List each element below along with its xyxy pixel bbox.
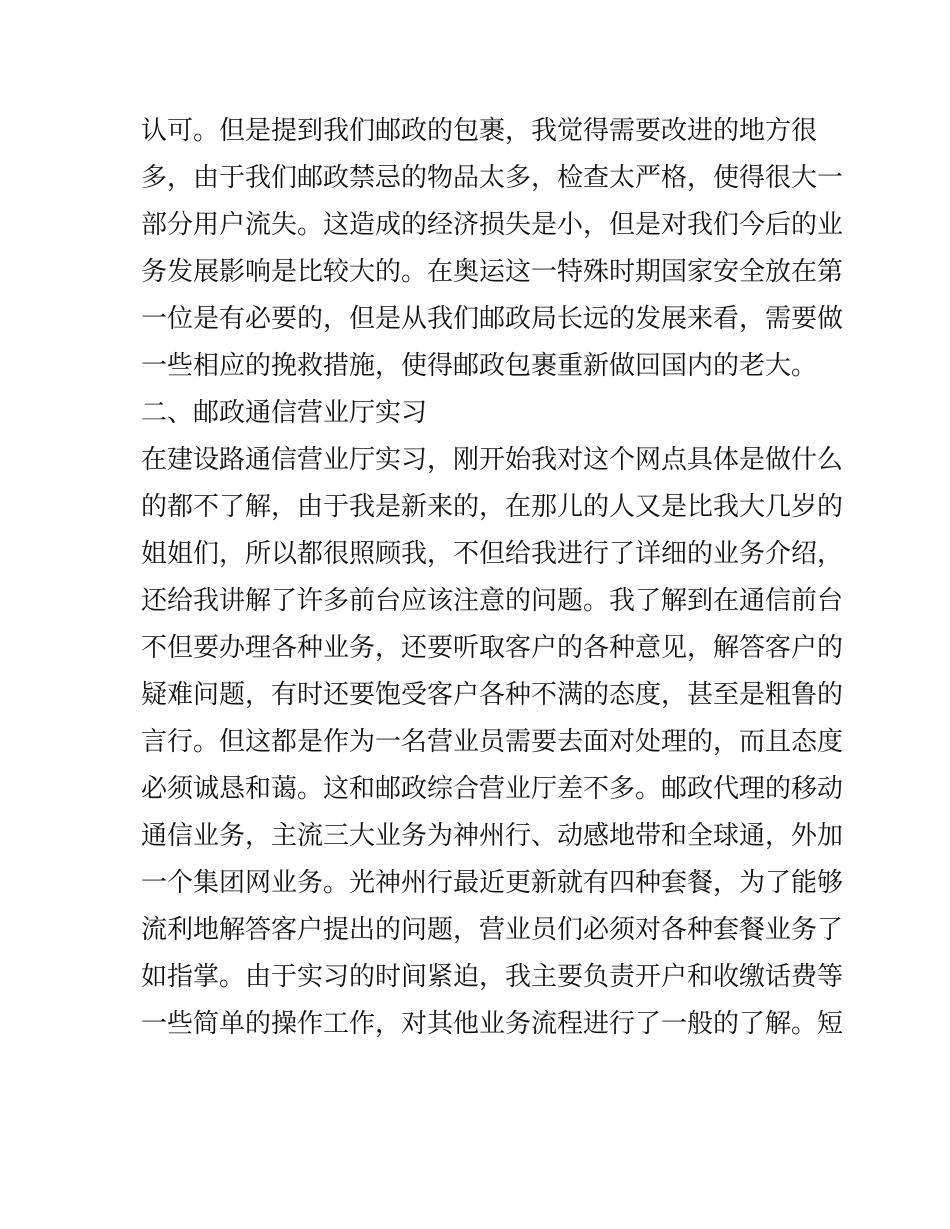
text-line: 一些相应的挽救措施，使得邮政包裹重新做回国内的老大。 — [141, 351, 818, 381]
text-line: 如指掌。由于实习的时间紧迫，我主要负责开户和收缴话费等 — [141, 962, 844, 992]
text-line: 一位是有必要的，但是从我们邮政局长远的发展来看，需要做 — [141, 304, 844, 334]
text-line: 疑难问题，有时还要饱受客户各种不满的态度，甚至是粗鲁的 — [141, 680, 844, 710]
text-line: 在建设路通信营业厅实习，刚开始我对这个网点具体是做什么 — [141, 445, 844, 475]
text-line: 认可。但是提到我们邮政的包裹，我觉得需要改进的地方很 — [141, 116, 818, 146]
text-line: 不但要办理各种业务，还要听取客户的各种意见，解答客户的 — [141, 633, 844, 663]
text-line: 务发展影响是比较大的。在奥运这一特殊时期国家安全放在第 — [141, 257, 844, 287]
text-line: 还给我讲解了许多前台应该注意的问题。我了解到在通信前台 — [141, 586, 844, 616]
text-line: 部分用户流失。这造成的经济损失是小，但是对我们今后的业 — [141, 210, 844, 240]
text-line: 一些简单的操作工作，对其他业务流程进行了一般的了解。短 — [141, 1009, 844, 1039]
text-line: 一个集团网业务。光神州行最近更新就有四种套餐，为了能够 — [141, 868, 844, 898]
text-line: 姐姐们，所以都很照顾我，不但给我进行了详细的业务介绍， — [141, 539, 844, 569]
section-heading: 二、邮政通信营业厅实习 — [141, 398, 428, 428]
body-text — [141, 108, 844, 1048]
text-line: 多，由于我们邮政禁忌的物品太多，检查太严格，使得很大一 — [141, 163, 844, 193]
text-line: 言行。但这都是作为一名营业员需要去面对处理的，而且态度 — [141, 727, 844, 757]
text-line: 通信业务，主流三大业务为神州行、动感地带和全球通，外加 — [141, 821, 844, 851]
text-line: 的都不了解，由于我是新来的，在那儿的人又是比我大几岁的 — [141, 492, 844, 522]
text-line: 流利地解答客户提出的问题，营业员们必须对各种套餐业务了 — [141, 915, 844, 945]
text-line: 必须诚恳和蔼。这和邮政综合营业厅差不多。邮政代理的移动 — [141, 774, 844, 804]
